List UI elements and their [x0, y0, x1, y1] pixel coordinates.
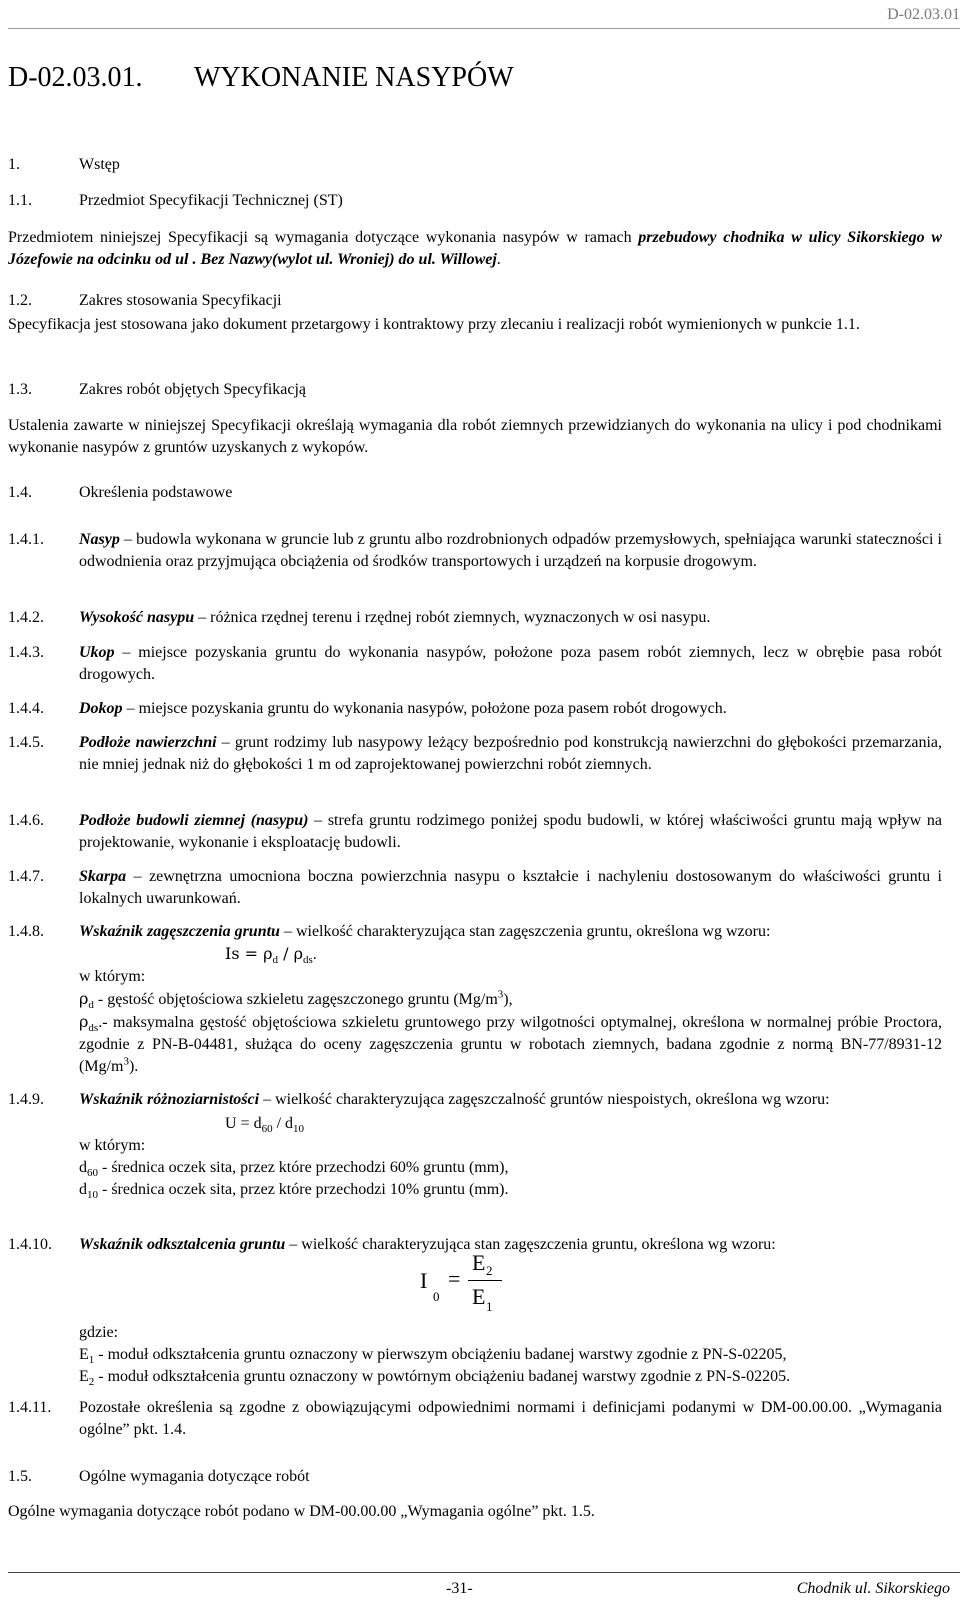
term: Podłoże budowli ziemnej (nasypu)	[79, 812, 309, 829]
section-1-3-paragraph: Ustalenia zawarte w niniejszej Specyfikacji określają wymagania dla robót ziemnych przewidzianych do wykonania na ulicy i pod chodnikami wykonanie nasypów z gruntów uzyskanych z wykopów.	[8, 417, 942, 456]
section-1-2-paragraph: Specyfikacja jest stosowana jako dokument przetargowy i kontraktowy przy zlecaniu i realizacji robót wymienionych w punkcie 1.1.	[8, 316, 860, 333]
section-number: 1.	[8, 156, 20, 173]
term: Wskaźnik różnoziarnistości	[79, 1091, 260, 1108]
section-number: 1.5.	[8, 1468, 32, 1485]
definition-1-4-11: 1.4.11. Pozostałe określenia są zgodne z obowiązującymi odpowiednimi normami i definicjami podanymi w DM-00.00.00. „Wymagania ogólne” pkt. 1.4.	[8, 1399, 942, 1438]
formula-u: $U = d_{60} / d_{10}$	[225, 1115, 305, 1136]
definition-1-4-6: 1.4.6. Podłoże budowli ziemnej (nasypu) – strefa gruntu rodzimego poniżej spodu budowli, w której właściwości gruntu mają wpływ na projektowanie, wykonanie i eksploatację budowli.	[8, 812, 943, 851]
term: Wskaźnik zagęszczenia gruntu	[79, 923, 280, 940]
formula-is: $Is = \rho_d / \rho_{ds}$.	[225, 944, 317, 967]
header-rule	[8, 28, 960, 29]
section-1-5-paragraph: Ogólne wymagania dotyczące robót podano w DM-00.00.00 „Wymagania ogólne” pkt. 1.5.	[8, 1503, 595, 1520]
footer-project-name: Chodnik ul. Sikorskiego	[796, 1580, 950, 1597]
section-label: Ogólne wymagania dotyczące robót	[79, 1468, 310, 1485]
section-1-heading	[8, 154, 120, 176]
section-1-5-heading	[8, 1466, 310, 1488]
definition-1-4-7: 1.4.7. Skarpa – zewnętrzna umocniona boczna powierzchnia nasypu o kształcie i nachyleniu dostosowanym do właściwości gruntu i lokalnych uwarunkowań.	[8, 868, 942, 907]
definition-1-4-2: 1.4.2. Wysokość nasypu – różnica rzędnej terenu i rzędnej robót ziemnych, wyznaczonych w osi nasypu.	[8, 609, 711, 626]
fraction-bar	[468, 1280, 502, 1281]
definition-1-4-9: 1.4.9. Wskaźnik różnoziarnistości – wielkość charakteryzująca zagęszczalność gruntów niespoistych, określona wg wzoru: $U = d_{60} / d_{10}$ w którym: $d_{60}$ - średnica oczek sita, przez które przechodzi 60% gruntu (mm), $d_{10}$ - średnica oczek sita, przez które przechodzi 10% gruntu (mm).	[8, 1089, 942, 1201]
section-1-2-heading	[8, 290, 282, 312]
section-label: Wstęp	[79, 156, 120, 173]
section-label: Zakres robót objętych Specyfikacją	[79, 381, 307, 398]
title-code: D-02.03.01.	[8, 62, 143, 93]
term: Wskaźnik odkształcenia gruntu	[79, 1236, 286, 1253]
symbol-d10: $d_{10}$ - średnica oczek sita, przez które przechodzi 10% gruntu (mm).	[79, 1181, 509, 1202]
symbol-rho-ds: $\rho_{ds}.-$ maksymalna gęstość objętościowa szkieletu gruntowego przy wilgotności optymalnej, określona w normalnej próbie Proctora, zgodnie z PN-B-04481, służąca do oceny zagęszczenia gruntu w robotach ziemnych, badana zgodnie z normą BN-77/8931-12 $(Mg/m^3)$.	[79, 1012, 942, 1075]
section-number: 1.4.	[8, 484, 32, 501]
section-label: Określenia podstawowe	[79, 484, 233, 501]
term: Ukop	[79, 644, 115, 661]
symbol-rho-d: $\rho_d$ - gęstość objętościowa szkieletu zagęszczonego gruntu $(Mg/m^3)$,	[79, 988, 513, 1012]
definition-1-4-10: 1.4.10. Wskaźnik odkształcenia gruntu – wielkość charakteryzująca stan zagęszczenia gruntu, określona wg wzoru: gdzie: $E_1$ - moduł odkształcenia gruntu oznaczony w pierwszym obciążeniu badanej warstwy zgodnie z PN-S-02205, $E_2$ - moduł odkształcenia gruntu oznaczony w powtórnym obciążeniu badanej warstwy zgodnie z PN-S-02205.	[8, 1234, 942, 1388]
header-code: D-02.03.01	[887, 6, 960, 23]
section-number: 1.3.	[8, 381, 32, 398]
section-1-4-heading	[8, 482, 232, 504]
term: Nasyp	[79, 531, 120, 548]
definition-1-4-5: 1.4.5. Podłoże nawierzchni – grunt rodzimy lub nasypowy leżący bezpośrednio pod konstrukcją nawierzchni do głębokości przemarzania, nie mniej jednak niż do głębokości 1 m od zaprojektowanej powierzchni robót ziemnych.	[8, 734, 942, 773]
section-1-1-heading	[8, 190, 343, 212]
section-label: Przedmiot Specyfikacji Technicznej (ST)	[79, 192, 343, 209]
section-1-3-heading	[8, 379, 306, 401]
term: Dokop	[79, 700, 123, 717]
definition-1-4-3: 1.4.3. Ukop – miejsce pozyskania gruntu do wykonania nasypów, położone poza pasem robót ziemnych, lecz w obrębie pasa robót drogowych.	[8, 644, 942, 683]
project-name: przebudowy chodnika w ulicy Sikorskiego w Józefowie na odcinku od ul . Bez Nazwy(wylot ul. Wroniej) do ul. Willowej	[8, 229, 943, 268]
term: Skarpa	[79, 868, 127, 885]
definition-1-4-8: 1.4.8. Wskaźnik zagęszczenia gruntu – wielkość charakteryzująca stan zagęszczenia gruntu, określona wg wzoru: $Is = \rho_d / \rho_{ds}$. w którym: $\rho_d$ - gęstość objętościowa szkieletu zagęszczonego gruntu $(Mg/m^3)$, $\rho_{ds}.-$ maksymalna gęstość objętościowa szkieletu gruntowego przy wilgotności optymalnej, określona w normalnej próbie Proctora, zgodnie z PN-B-04481, służąca do oceny zagęszczenia gruntu w robotach ziemnych, badana zgodnie z normą BN-77/8931-12 $(Mg/m^3)$.	[8, 921, 942, 1078]
section-number: 1.2.	[8, 292, 32, 309]
title-text: WYKONANIE NASYPÓW	[194, 62, 514, 93]
definition-1-4-4: 1.4.4. Dokop – miejsce pozyskania gruntu do wykonania nasypów, położone poza pasem robót drogowych.	[8, 700, 727, 717]
term: Wysokość nasypu	[79, 609, 195, 626]
formula-i0: I 0 = E 2 E 1	[420, 1252, 540, 1322]
section-1-1-paragraph: Przedmiotem niniejszej Specyfikacji są wymagania dotyczące wykonania nasypów w ramach przebudowy chodnika w ulicy Sikorskiego w Józefowie na odcinku od ul . Bez Nazwy(wylot ul. Wroniej) do ul. Willowej.	[8, 229, 943, 268]
page-number: -31-	[446, 1580, 473, 1597]
symbol-e1: $E_1$ - moduł odkształcenia gruntu oznaczony w pierwszym obciążeniu badanej warstwy zgodnie z PN-S-02205,	[79, 1346, 787, 1367]
document-title	[8, 62, 514, 94]
section-number: 1.1.	[8, 192, 32, 209]
symbol-d60: $d_{60}$ - średnica oczek sita, przez które przechodzi 60% gruntu (mm),	[79, 1159, 509, 1180]
definition-1-4-1: 1.4.1. Nasyp – budowla wykonana w gruncie lub z gruntu albo rozdrobnionych odpadów przemysłowych, spełniająca warunki stateczności i odwodnienia oraz przyjmująca obciążenia od środków transportowych i urządzeń na korpusie drogowym.	[8, 531, 942, 570]
footer-rule	[8, 1572, 960, 1573]
symbol-e2: $E_2$ - moduł odkształcenia gruntu oznaczony w powtórnym obciążeniu badanej warstwy zgodnie z PN-S-02205.	[79, 1368, 791, 1389]
section-label: Zakres stosowania Specyfikacji	[79, 292, 282, 309]
term: Podłoże nawierzchni	[79, 734, 217, 751]
